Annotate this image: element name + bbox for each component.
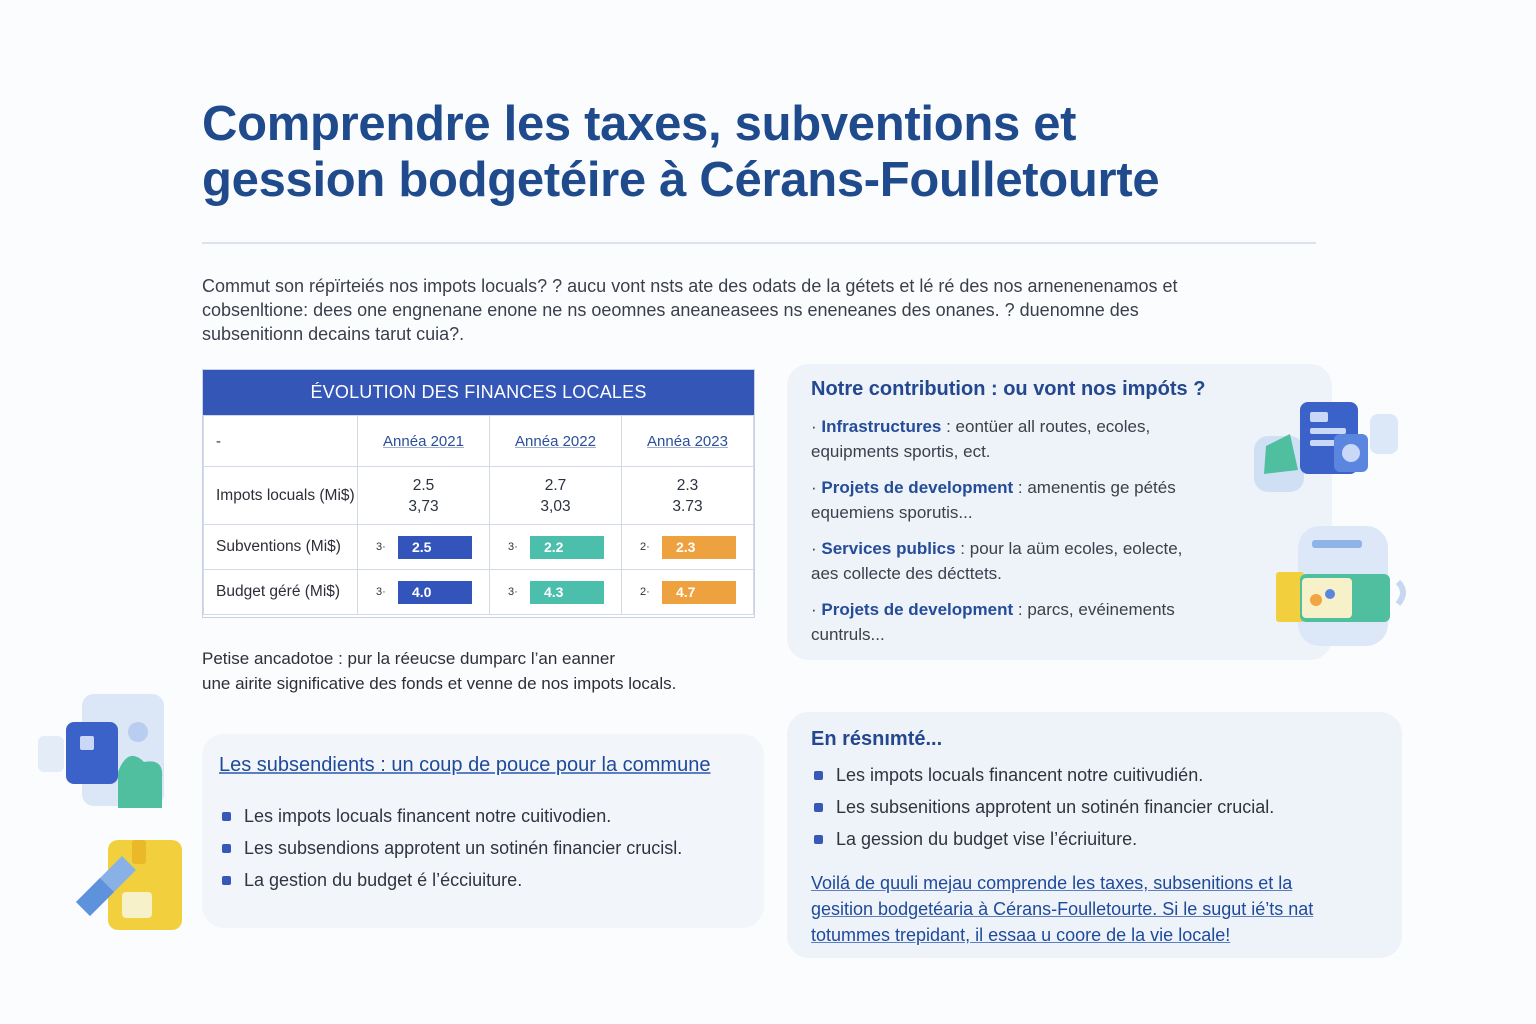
list-item: La gestion du budget é l’écciuiture. [219,864,759,896]
finance-table-grid [203,415,754,615]
list-item: Les subsendions approtent un sotinén financier crucisl. [219,832,759,864]
item-text-cont: equipments sportis, ect. [811,442,991,461]
building-illustration-icon [1250,398,1410,498]
contribution-title: Notre contribution : ou vont nos impóts ? [811,378,1206,400]
subsidies-list [219,800,759,896]
subsidies-card [202,734,764,928]
table-cell [358,525,490,570]
subsidy-illustration-icon [70,836,190,936]
table-cell [622,467,754,525]
item-heading: Projets de development [821,478,1014,497]
item-text: : amenentis ge pétés [1013,478,1176,497]
item-text-cont: equemiens sporutis... [811,503,973,522]
summary-title: En résnımté... [811,728,943,750]
list-item: · Services publics : pour la aüm ecoles, eolecte, aes collecte des décttets. [811,539,1183,583]
table-cell [490,467,622,525]
column-header-2023[interactable]: Annéa 2023 [622,416,754,467]
anecdote-note [202,646,762,696]
list-item: · Infrastructures : eontüer all routes, ecoles, equipments sportis, ect. [811,417,1151,461]
hand-card-illustration-icon [1272,522,1432,652]
item-text: : pour la aüm ecoles, eolecte, [955,539,1183,558]
cell-small-value: 3· [376,586,386,598]
table-cell [358,570,490,615]
row-label: Impots locuals (Mi$) [204,467,358,525]
note-line-2: une airite significative des fonds et venne de nos impots locals. [202,674,677,693]
table-cell [622,525,754,570]
table-row-impots [204,467,754,525]
table-cell [622,570,754,615]
table-cell [490,570,622,615]
item-text: : parcs, evéinements [1013,600,1175,619]
cell-small-value: 2· [640,586,650,598]
subsidies-title-link[interactable]: Les subsendients : un coup de pouce pour la commune [219,754,711,776]
value-pill: 4.7 [662,581,736,604]
item-heading: Projets de development [821,600,1014,619]
value-pill: 2.2 [530,536,604,559]
intro-paragraph [202,274,1302,346]
list-item: Les impots locuals financent notre cuitivudién. [811,759,1351,791]
list-item: · Projets de development : amenentis ge pétés equemiens sporutis... [811,478,1176,522]
column-header-2021[interactable]: Annéa 2021 [358,416,490,467]
item-heading: Infrastructures [821,417,942,436]
cell-small-value: 2· [640,541,650,553]
cell-value-top: 2.7 [544,476,567,494]
footer-line-2: gesition bodgetéaria à Cérans-Foulletourte. Si le sugut ié’ts nat [811,899,1314,919]
intro-line-1: Commut son répïrteiés nos impots locuals? ? aucu vont nsts ate des odats de la gétets et lé ré des nos arnenenenamos et [202,276,1178,296]
table-row-subventions [204,525,754,570]
item-text-cont: cuntruls... [811,625,885,644]
item-text-cont: aes collecte des décttets. [811,564,1002,583]
item-heading: Services publics [821,539,956,558]
footer-line-3: totummes trepidant, il essaa u coore de la vie locale! [811,925,1231,945]
footer-line-1: Voilá de quuli mejau comprende les taxes, subsenitions et la [811,873,1293,893]
documents-illustration-icon [34,692,174,812]
summary-card [787,712,1402,958]
cell-value-top: 2.5 [412,476,435,494]
page-title-line-1: Comprendre les taxes, subventions et [202,97,1077,151]
row-label: Budget géré (Mi$) [204,570,358,615]
contribution-list [811,414,1241,658]
summary-footer-link[interactable] [811,870,1371,948]
table-corner-cell: - [204,416,358,467]
note-line-1: Petise ancadotoe : pur la réeucse dumparc l’an eanner [202,649,615,668]
cell-value-top: 2.3 [676,476,699,494]
list-item: · Projets de development : parcs, evéinements cuntruls... [811,600,1175,644]
table-cell [358,467,490,525]
value-pill: 4.0 [398,581,472,604]
cell-value-bottom: 3,73 [408,497,439,515]
list-item: La gession du budget vise l’écriuiture. [811,823,1351,855]
cell-value-bottom: 3,03 [540,497,571,515]
table-row-budget [204,570,754,615]
column-header-2022[interactable]: Annéa 2022 [490,416,622,467]
item-text: : eontüer all routes, ecoles, [941,417,1151,436]
finance-table [202,369,755,618]
title-divider [202,242,1316,244]
table-cell [490,525,622,570]
value-pill: 2.5 [398,536,472,559]
intro-line-3: subsenitionn decains tarut cuia?. [202,324,465,344]
cell-value-bottom: 3.73 [672,497,703,515]
summary-list [811,759,1351,855]
list-item: Les subsenitions approtent un sotinén financier crucial. [811,791,1351,823]
finance-table-header: ÉVOLUTION DES FINANCES LOCALES [203,370,754,415]
cell-small-value: 3· [376,541,386,553]
cell-small-value: 3· [508,586,518,598]
list-item: Les impots locuals financent notre cuitivodien. [219,800,759,832]
cell-small-value: 3· [508,541,518,553]
value-pill: 2.3 [662,536,736,559]
page-title [202,96,1352,208]
intro-line-2: cobsenltione: dees one engnenane enone ne ns oeomnes aneaneasees ns eneneanes des onanes. ? duenomne des [202,300,1139,320]
row-label: Subventions (Mi$) [204,525,358,570]
page-title-line-2: gession bodgetéire à Cérans-Foulletourte [202,153,1160,207]
value-pill: 4.3 [530,581,604,604]
